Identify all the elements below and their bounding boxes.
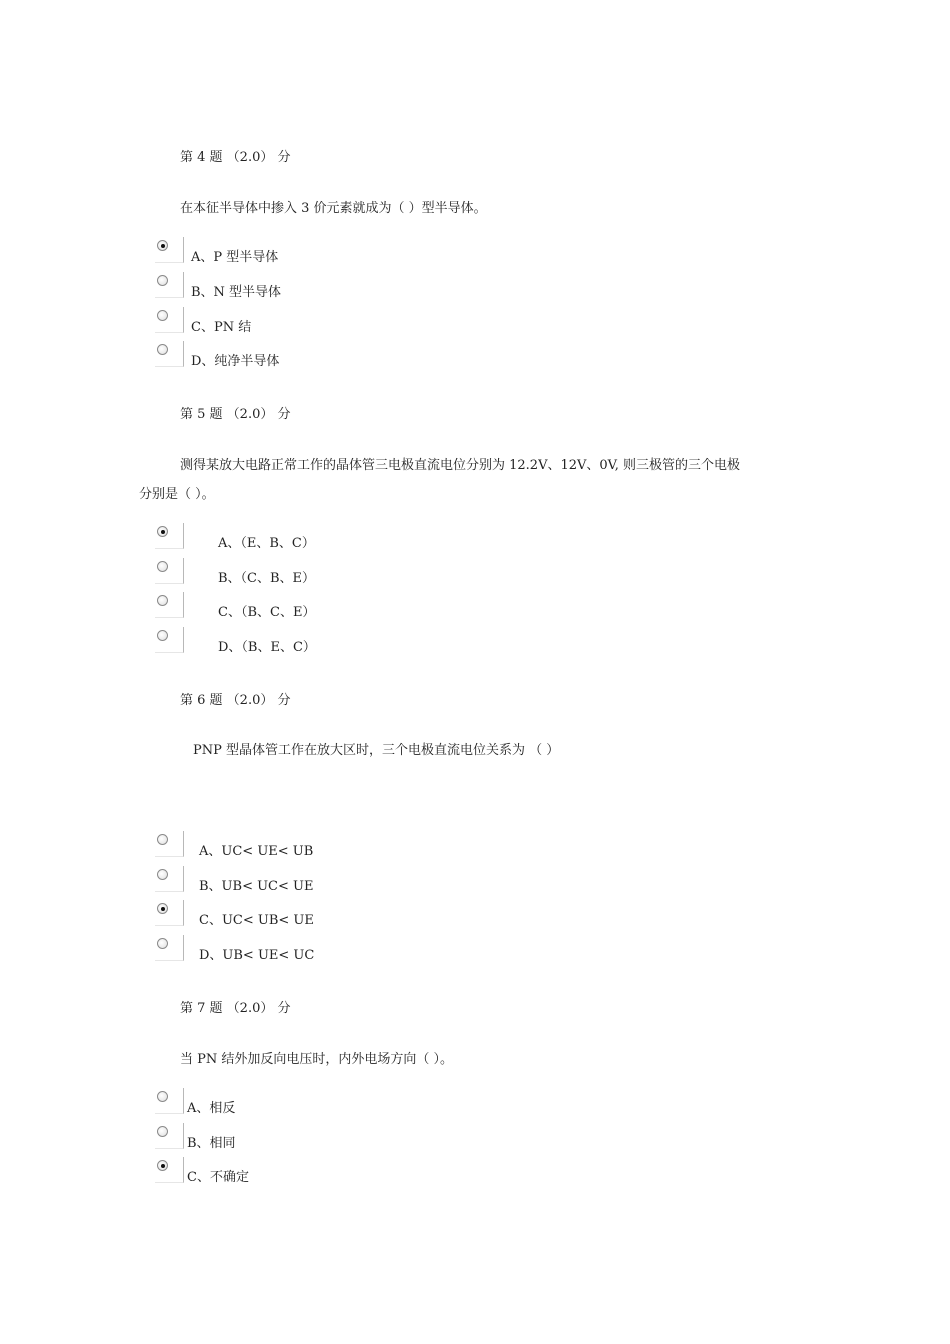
option-label: D、UB< UE< UC [199,948,315,963]
question-4-stem: 在本征半导体中掺入 3 价元素就成为（ ）型半导体。 [180,201,487,216]
question-7-header: 第 7 题 （2.0） 分 [180,1001,291,1016]
radio-button[interactable] [157,595,168,606]
option-label: C、（B、C、E） [218,605,316,620]
question-5-stem-line-1: 测得某放大电路正常工作的晶体管三电极直流电位分别为 12.2V、12V、0V, 则三极管的三个电极 [180,458,741,473]
radio-button[interactable] [157,275,168,286]
radio-button[interactable] [157,630,168,641]
radio-button[interactable] [157,344,168,355]
question-5-stem-line-2: 分别是（ ）。 [139,487,215,502]
radio-button[interactable] [157,310,168,321]
option-label: D、（B、E、C） [218,640,316,655]
radio-button[interactable] [157,1091,168,1102]
radio-button-selected[interactable] [157,526,168,537]
option-label: C、UC< UB< UE [199,913,314,928]
option-label: A、相反 [187,1101,236,1116]
radio-button-selected[interactable] [157,903,168,914]
radio-button[interactable] [157,869,168,880]
radio-button[interactable] [157,834,168,845]
option-label: C、不确定 [187,1170,249,1185]
option-label: B、N 型半导体 [191,285,282,300]
radio-button[interactable] [157,938,168,949]
option-label: A、（E、B、C） [218,536,315,551]
radio-button-selected[interactable] [157,240,168,251]
question-7-stem: 当 PN 结外加反向电压时，内外电场方向（ ）。 [180,1052,454,1067]
option-label: B、UB< UC< UE [199,879,314,894]
question-6-header: 第 6 题 （2.0） 分 [180,693,291,708]
question-4-header: 第 4 题 （2.0） 分 [180,150,291,165]
question-5-header: 第 5 题 （2.0） 分 [180,407,291,422]
radio-button-selected[interactable] [157,1160,168,1171]
option-label: B、（C、B、E） [218,571,316,586]
option-label: B、相同 [187,1136,236,1151]
radio-button[interactable] [157,561,168,572]
option-label: D、纯净半导体 [191,354,280,369]
option-label: C、PN 结 [191,320,252,335]
radio-button[interactable] [157,1126,168,1137]
question-6-stem: PNP 型晶体管工作在放大区时，三个电极直流电位关系为 （ ） [193,743,560,758]
option-label: A、UC< UE< UB [199,844,314,859]
option-label: A、P 型半导体 [191,250,279,265]
